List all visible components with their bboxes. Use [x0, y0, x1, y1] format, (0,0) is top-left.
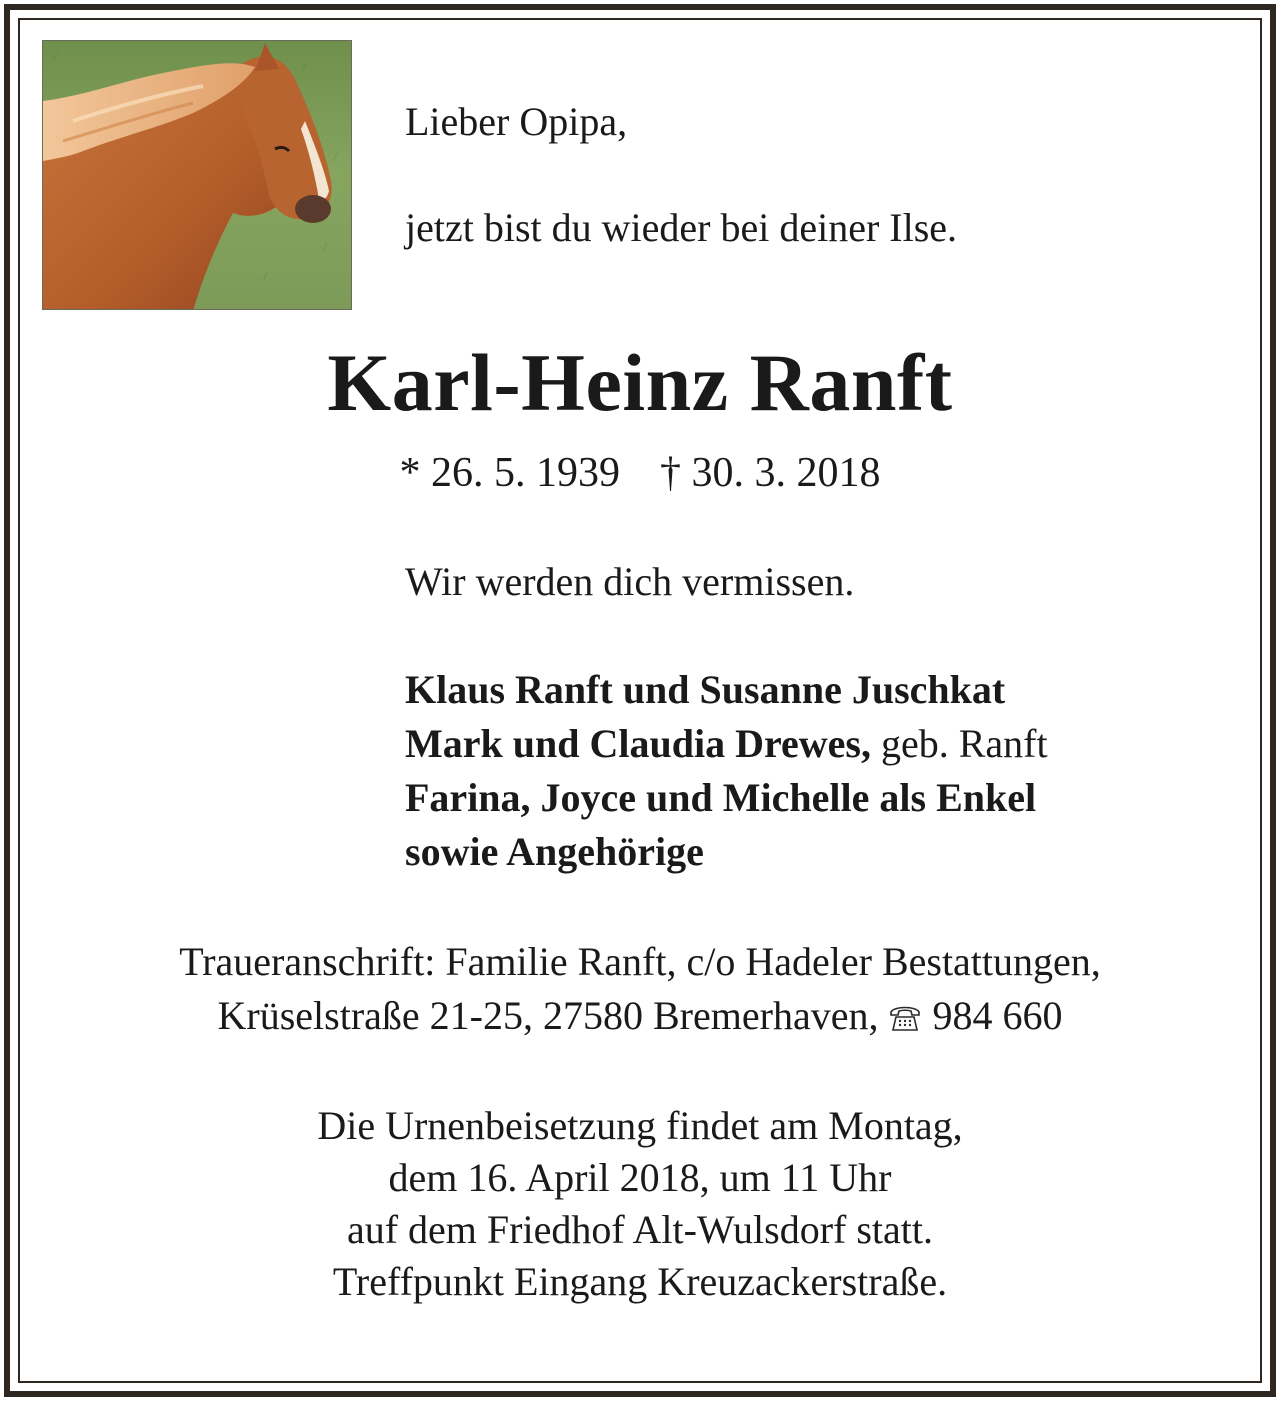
- death-date: † 30. 3. 2018: [660, 450, 881, 496]
- funeral-line-4: Treffpunkt Eingang Kreuzackerstraße.: [332, 1259, 948, 1304]
- mourner-line-3: Farina, Joyce und Michelle als Enkel: [405, 775, 1037, 820]
- funeral-details: [0, 1103, 1280, 1314]
- greeting-line-2: jetzt bist du wieder bei deiner Ilse.: [405, 205, 958, 250]
- telephone-icon: [888, 1000, 922, 1040]
- farewell-text: Wir werden dich vermissen.: [405, 559, 855, 604]
- phone-number: 984 660: [932, 993, 1063, 1038]
- funeral-line-3: auf dem Friedhof Alt-Wulsdorf statt.: [346, 1207, 934, 1252]
- horse-photo: [42, 40, 352, 310]
- mourner-line-1: Klaus Ranft und Susanne Juschkat: [405, 667, 1006, 712]
- funeral-line-2: dem 16. April 2018, um 11 Uhr: [388, 1155, 892, 1200]
- mourners-list: [405, 667, 1048, 886]
- life-dates: [0, 452, 1280, 494]
- mourner-line-2: Mark und Claudia Drewes, geb. Ranft: [405, 721, 1048, 766]
- greeting-line-1: Lieber Opipa,: [405, 99, 628, 144]
- deceased-name: Karl-Heinz Ranft: [327, 337, 953, 428]
- funeral-line-1: Die Urnenbeisetzung findet am Montag,: [317, 1103, 963, 1148]
- birth-date: * 26. 5. 1939: [399, 450, 620, 496]
- mourning-address: [0, 939, 1280, 1050]
- address-line-2: Krüselstraße 21-25, 27580 Bremerhaven, 984 660: [217, 993, 1063, 1038]
- address-line-1: Traueranschrift: Familie Ranft, c/o Hadeler Bestattungen,: [179, 939, 1101, 984]
- mourner-line-4: sowie Angehörige: [405, 829, 704, 874]
